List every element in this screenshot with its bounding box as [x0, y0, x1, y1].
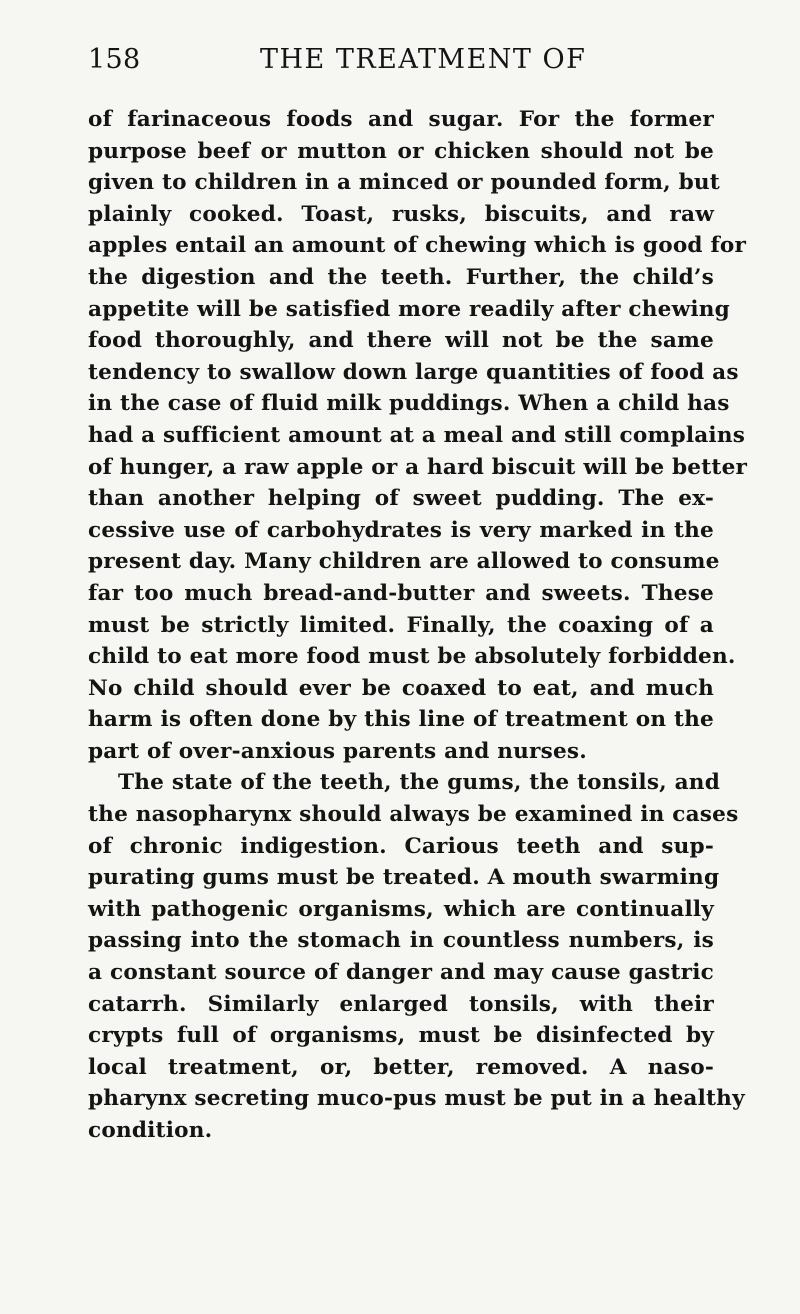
- text-line: of hunger, a raw apple or a hard biscuit will be better: [88, 454, 748, 480]
- text-line: with pathogenic organisms, which are continually: [88, 896, 714, 922]
- page-header: [88, 44, 714, 84]
- page-number: 158: [88, 44, 141, 75]
- text-line: part of over-anxious parents and nurses.: [88, 738, 587, 764]
- text-line: apples entail an amount of chewing which is good for: [88, 233, 747, 259]
- text-line: child to eat more food must be absolutely forbidden.: [88, 644, 736, 670]
- paragraph: [88, 767, 745, 1146]
- text-line: must be strictly limited. Finally, the coaxing of a: [88, 612, 714, 638]
- text-line: tendency to swallow down large quantities of food as: [88, 359, 739, 385]
- body-text: [88, 104, 748, 1147]
- text-line: present day. Many children are allowed to consume: [88, 549, 720, 575]
- text-line: purating gums must be treated. A mouth swarming: [88, 865, 720, 891]
- paragraph: [88, 104, 748, 767]
- text-line: given to children in a minced or pounded form, but: [88, 170, 720, 196]
- text-line: the nasopharynx should always be examined in cases: [88, 802, 739, 828]
- text-line: local treatment, or, better, removed. A naso-: [88, 1054, 714, 1080]
- text-line: a constant source of danger and may cause gastric: [88, 960, 714, 986]
- text-line: purpose beef or mutton or chicken should not be: [88, 138, 714, 164]
- text-line: of chronic indigestion. Carious teeth and sup-: [88, 833, 714, 859]
- text-line: food thoroughly, and there will not be the same: [88, 328, 714, 354]
- text-line: pharynx secreting muco-pus must be put in a healthy: [88, 1086, 745, 1112]
- text-line: The state of the teeth, the gums, the tonsils, and: [118, 770, 721, 796]
- text-line: catarrh. Similarly enlarged tonsils, with their: [88, 991, 714, 1017]
- text-line: in the case of fluid milk puddings. When a child has: [88, 391, 730, 417]
- text-line: passing into the stomach in countless numbers, is: [88, 928, 714, 954]
- text-line: No child should ever be coaxed to eat, and much: [88, 675, 714, 701]
- text-line: appetite will be satisfied more readily after chewing: [88, 296, 730, 322]
- text-line: cessive use of carbohydrates is very marked in the: [88, 517, 714, 543]
- text-line: the digestion and the teeth. Further, the child’s: [88, 264, 714, 290]
- text-line: far too much bread-and-butter and sweets. These: [88, 580, 714, 606]
- text-line: had a sufficient amount at a meal and still complains: [88, 422, 746, 448]
- text-line: crypts full of organisms, must be disinfected by: [88, 1023, 714, 1049]
- text-line: plainly cooked. Toast, rusks, biscuits, and raw: [88, 201, 714, 227]
- text-line: harm is often done by this line of treatment on the: [88, 707, 714, 733]
- text-line: of farinaceous foods and sugar. For the former: [88, 107, 714, 132]
- text-line: than another helping of sweet pudding. The ex-: [88, 486, 714, 512]
- text-line: condition.: [88, 1118, 213, 1143]
- running-head: THE TREATMENT OF: [260, 44, 587, 75]
